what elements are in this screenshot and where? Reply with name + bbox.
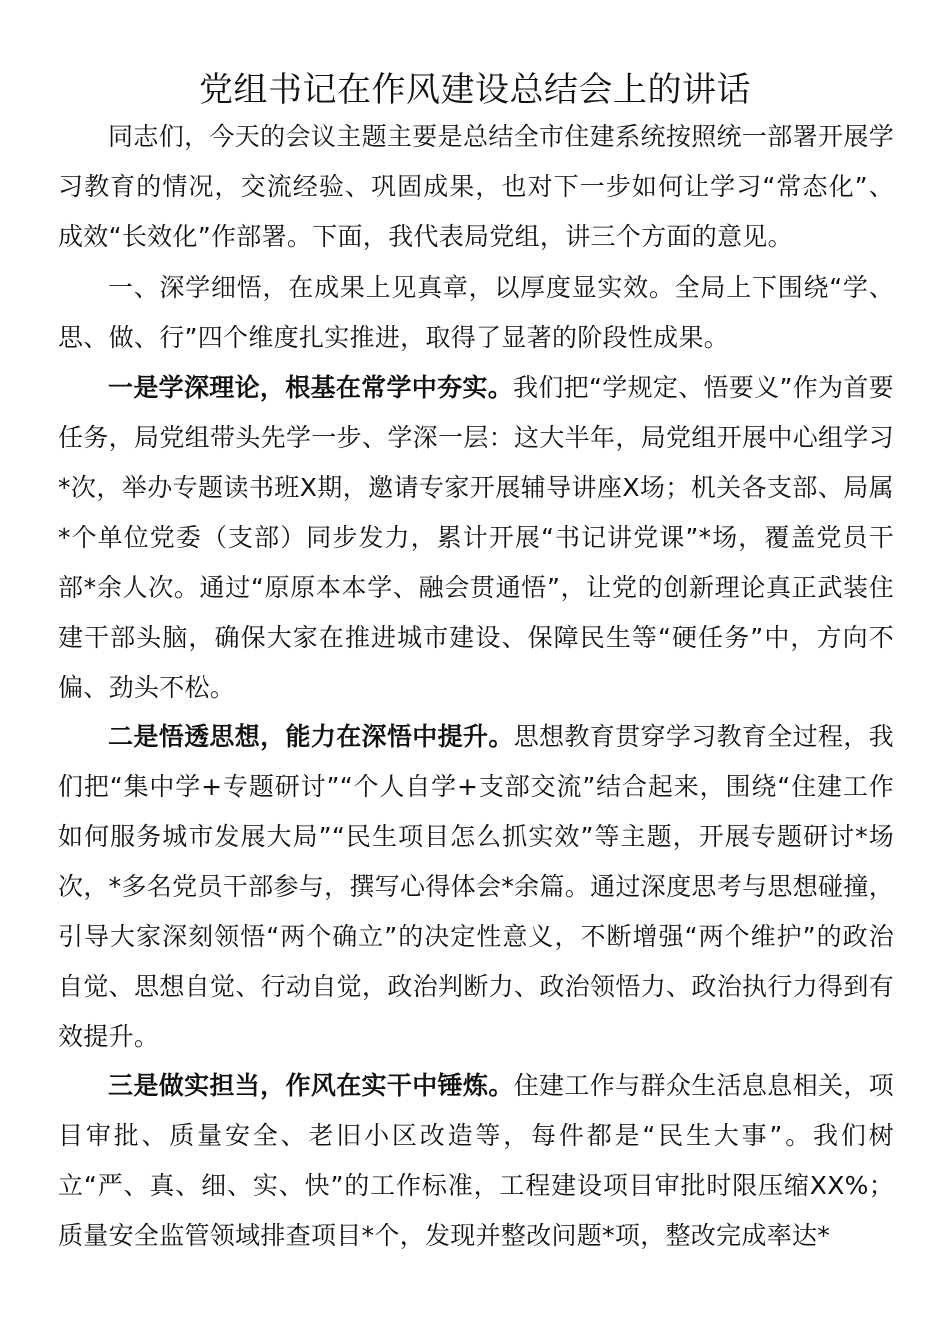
paragraph-point-three — [58, 1061, 894, 1261]
paragraph-text: 我们把“学规定、悟要义”作为首要任务，局党组带头先学一步、学深一层：这大半年，局党组开展中心组学习*次，举办专题读书班X期，邀请专家开展辅导讲座X场；机关各支部、局属*个单位党委（支部）同步发力，累计开展“书记讲党课”*场，覆盖党员干部*余人次。通过“原原本本学、融会贯通悟”，让党的创新理论真正武装住建干部头脑，确保大家在推进城市建设、保障民生等“硬任务”中，方向不偏、劲头不松。 — [58, 373, 894, 702]
paragraph-point-one — [58, 363, 894, 713]
paragraph-point-two — [58, 712, 894, 1062]
paragraph-text: 同志们，今天的会议主题主要是总结全市住建系统按照统一部署开展学习教育的情况，交流经验、巩固成果，也对下一步如何让学习“常态化”、成效“长效化”作部署。下面，我代表局党组，讲三个方面的意见。 — [58, 122, 894, 251]
paragraph-text: 一、深学细悟，在成果上见真章，以厚度显实效。全局上下围绕“学、思、做、行”四个维度扎实推进，取得了显著的阶段性成果。 — [58, 273, 894, 352]
paragraph-lead: 二是悟透思想，能力在深悟中提升。 — [108, 722, 514, 751]
document-title: 党组书记在作风建设总结会上的讲话 — [199, 70, 751, 110]
paragraph-text: 住建工作与群众生活息息相关，项目审批、质量安全、老旧小区改造等，每件都是“民生大事”。我们树立“严、真、细、实、快”的工作标准，工程建设项目审批时限压缩XX%；质量安全监管领域排查项目*个，发现并整改问题*项，整改完成率达* — [58, 1071, 894, 1250]
paragraph-opening — [58, 112, 894, 262]
paragraph-lead: 一是学深理论，根基在常学中夯实。 — [108, 373, 514, 402]
paragraph-lead: 三是做实担当，作风在实干中锤炼。 — [108, 1071, 514, 1100]
paragraph-section-one — [58, 263, 894, 363]
paragraph-text: 思想教育贯穿学习教育全过程，我们把“集中学+专题研讨”“个人自学+支部交流”结合起来，围绕“住建工作如何服务城市发展大局”“民生项目怎么抓实效”等主题，开展专题研讨*场次，*多名党员干部参与，撰写心得体会*余篇。通过深度思考与思想碰撞，引导大家深刻领悟“两个确立”的决定性意义，不断增强“两个维护”的政治自觉、思想自觉、行动自觉，政治判断力、政治领悟力、政治执行力得到有效提升。 — [58, 722, 894, 1051]
